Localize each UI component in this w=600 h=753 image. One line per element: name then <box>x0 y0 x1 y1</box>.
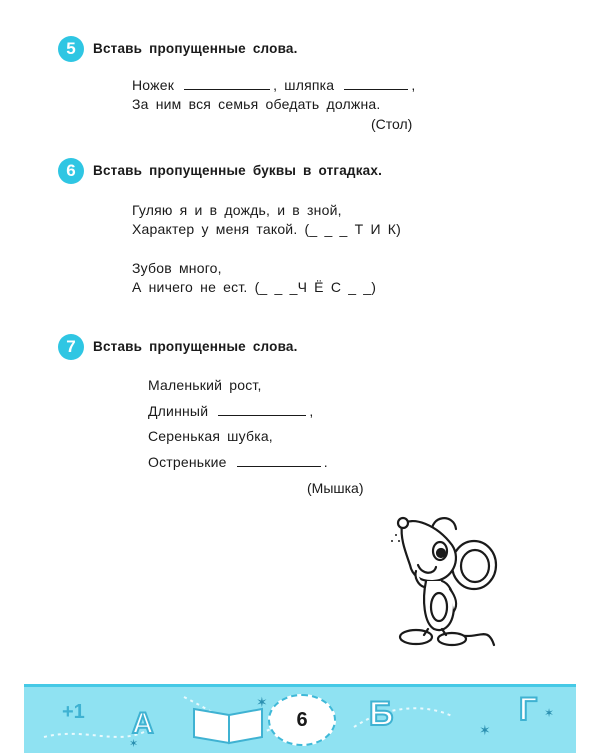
svg-text:✶: ✶ <box>256 695 268 711</box>
decor-letter-b: Б <box>369 695 394 733</box>
task-title: Вставь пропущенные буквы в отгадках. <box>93 163 383 178</box>
riddle-text: Остренькие <box>148 454 227 470</box>
riddle-line: Серенькая шубка, <box>148 428 273 444</box>
answer-blank <box>344 78 408 90</box>
task-number-badge: 7 <box>58 334 84 360</box>
answer-blank <box>218 404 306 416</box>
task-number-badge: 5 <box>58 36 84 62</box>
svg-text:✶: ✶ <box>544 706 555 720</box>
riddle-text: . <box>323 454 328 470</box>
decor-math: +1 <box>62 701 85 723</box>
riddle-answer: (Мышка) <box>307 480 364 496</box>
task-title: Вставь пропущенные слова. <box>93 339 298 354</box>
riddle-text: шляпка <box>284 77 335 93</box>
riddle-line: За ним вся семья обедать должна. <box>132 96 381 112</box>
riddle-line: Маленький рост, <box>148 377 262 393</box>
riddle-line <box>148 454 328 470</box>
riddle-answer: (Стол) <box>371 116 413 132</box>
riddle-text: Ножек <box>132 77 175 93</box>
riddle-line: Зубов много, <box>132 260 222 276</box>
svg-text:✶: ✶ <box>479 723 491 739</box>
task-title: Вставь пропущенные слова. <box>93 41 298 56</box>
riddle-line <box>132 77 415 93</box>
page-number: 6 <box>268 694 336 746</box>
riddle-text: , <box>273 77 278 93</box>
riddle-text: , <box>309 403 314 419</box>
riddle-line: Характер у меня такой. (_ _ _ Т И К) <box>132 221 402 237</box>
riddle-line <box>148 403 313 419</box>
decor-letter-a: А <box>132 707 154 740</box>
decor-letter-g: Г <box>519 691 538 727</box>
answer-blank <box>184 78 270 90</box>
answer-blank <box>237 455 321 467</box>
riddle-line: Гуляю я и в дождь, и в зной, <box>132 202 342 218</box>
svg-text:✶: ✶ <box>129 737 139 750</box>
task-number-badge: 6 <box>58 158 84 184</box>
riddle-line: А ничего не ест. (_ _ _Ч Ё С _ _) <box>132 279 377 295</box>
riddle-text: , <box>411 77 416 93</box>
riddle-text: Длинный <box>148 403 209 419</box>
mouse-illustration <box>382 505 502 655</box>
